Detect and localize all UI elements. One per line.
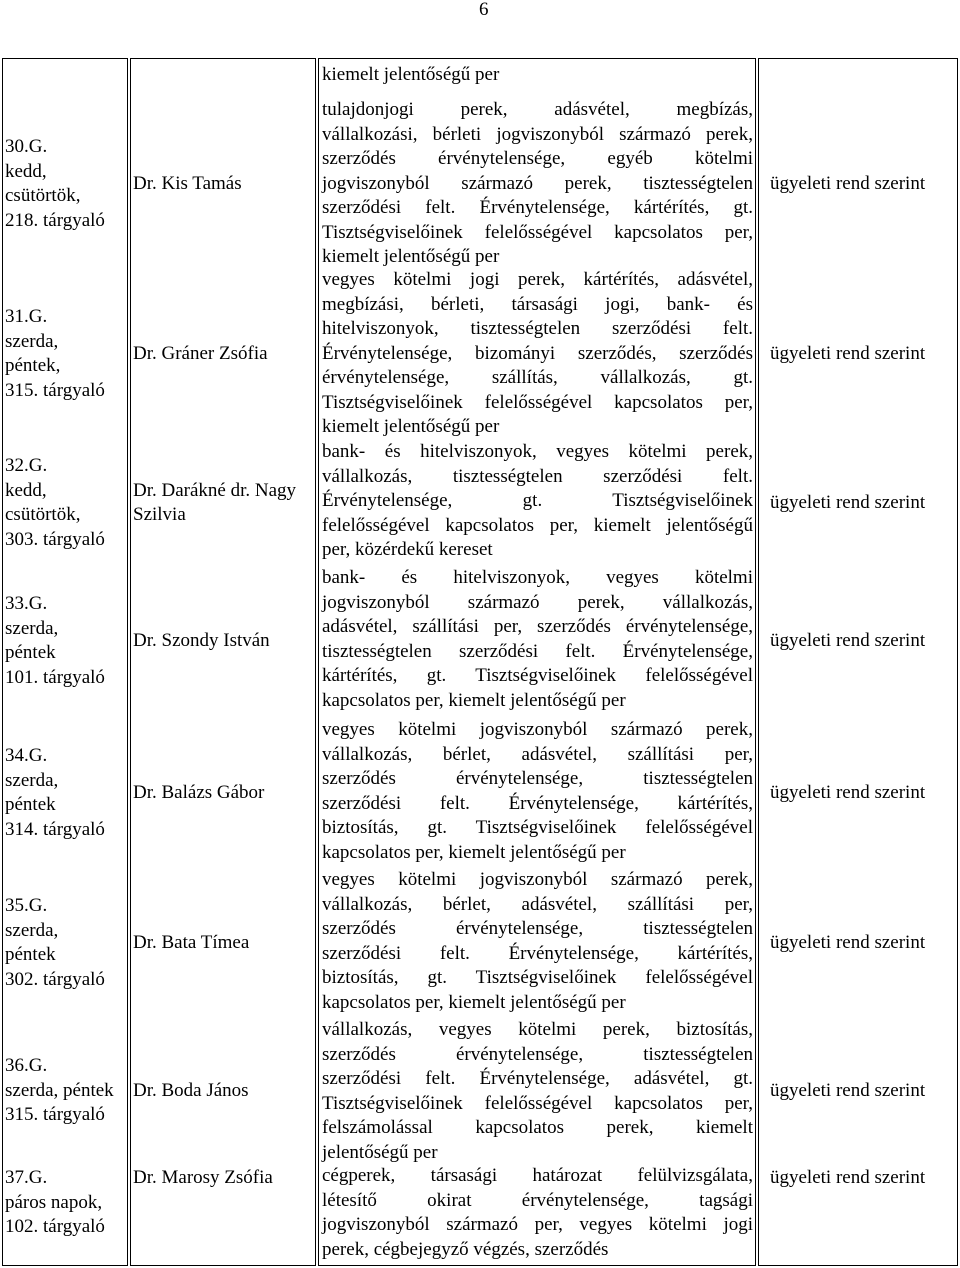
room-cell <box>5 440 125 566</box>
room-line: szerda, <box>5 769 59 791</box>
schedule-text: ügyeleti rend szerint <box>770 781 926 803</box>
case-type-line: Tisztségviselőinek felelősségével kapcsolatos per, <box>322 391 753 413</box>
schedule-cell <box>770 1166 950 1268</box>
case-types-cell <box>322 566 753 713</box>
room-line: 314. tárgyaló <box>5 818 105 840</box>
case-type-line: bank- és hitelviszonyok, vegyes kötelmi perek, <box>322 441 753 462</box>
case-type-line: felszámolással kapcsolatos perek, kiemelt <box>322 1117 753 1138</box>
schedule-text: ügyeleti rend szerint <box>770 1167 926 1188</box>
room-line: 31.G. <box>5 306 48 327</box>
room-line: péntek, <box>5 355 61 376</box>
page-number: 6 <box>479 0 489 20</box>
case-type-line: perek, cégbejegyző végzés, szerződés <box>322 1238 609 1260</box>
room-line: péntek <box>5 642 56 663</box>
schedule-text: ügyeleti rend szerint <box>770 629 926 651</box>
case-type-line: szerződés érvénytelensége, tisztességtelen <box>322 918 753 939</box>
case-type-line: kapcsolatos per, kiemelt jelentőségű per <box>322 841 626 863</box>
continuation-text: kiemelt jelentőségű per <box>322 64 500 85</box>
judge-name: Dr. Boda János <box>133 1079 249 1101</box>
judge-cell <box>133 440 319 566</box>
room-cell <box>5 1166 125 1268</box>
case-type-line: biztosítás, gt. Tisztségviselőinek felelősségével <box>322 817 753 838</box>
room-line: 303. tárgyaló <box>5 528 105 550</box>
case-type-line: érvénytelensége, szállítás, vállalkozás, gt. <box>322 367 753 388</box>
judge-name: Dr. Bata Tímea <box>133 931 250 953</box>
case-type-line: vállalkozási, bérleti jogviszonyból származó perek, <box>322 123 753 145</box>
case-type-line: tisztességtelen szerződési felt. Érvénytelensége, <box>322 640 753 662</box>
room-line: 315. tárgyaló <box>5 379 105 401</box>
case-type-line: vegyes kötelmi jogi perek, kártérítés, adásvétel, <box>322 269 753 290</box>
room-line: 36.G. <box>5 1055 48 1077</box>
schedule-cell <box>770 1018 950 1164</box>
judge-name: Dr. Kis Tamás <box>133 172 242 194</box>
schedule-text: ügyeleti rend szerint <box>770 491 926 513</box>
schedule-text: ügyeleti rend szerint <box>770 172 926 194</box>
case-types-cell <box>322 1018 753 1165</box>
room-line: 37.G. <box>5 1167 48 1188</box>
room-line: szerda, péntek <box>5 1079 114 1101</box>
schedule-cell <box>770 440 950 566</box>
case-type-line: Tisztségviselőinek felelősségével kapcsolatos per, <box>322 221 753 243</box>
case-type-line: szerződés érvénytelensége, tisztességtelen <box>322 768 753 789</box>
case-type-line: megbízási, bérleti, társasági jogi, bank- és <box>322 293 753 315</box>
judge-cell <box>133 268 319 440</box>
case-type-line: tulajdonjogi perek, adásvétel, megbízás, <box>322 99 753 120</box>
case-type-line: vállalkozás, vegyes kötelmi perek, biztosítás, <box>322 1019 753 1040</box>
room-line: péntek <box>5 944 56 965</box>
case-type-line: szerződési felt. Érvénytelensége, adásvétel, gt. <box>322 1068 753 1089</box>
room-cell <box>5 868 125 1018</box>
case-type-line: kiemelt jelentőségű per <box>322 246 500 267</box>
room-line: kedd, <box>5 160 47 182</box>
case-type-line: szerződési felt. Érvénytelensége, kártérítés, <box>322 942 753 964</box>
room-line: szerda, <box>5 330 59 352</box>
room-line: péntek <box>5 794 56 815</box>
case-type-line: Érvénytelensége, gt. Tisztségviselőinek <box>322 490 753 511</box>
case-type-line: vállalkozás, bérlet, adásvétel, szállítási per, <box>322 743 753 765</box>
case-type-line: vállalkozás, tisztességtelen szerződési felt. <box>322 465 753 487</box>
room-line: szerda, <box>5 617 59 639</box>
judge-cell <box>133 868 319 1018</box>
case-type-line: létesítő okirat érvénytelensége, tagsági <box>322 1189 753 1211</box>
room-cell <box>5 98 125 270</box>
case-type-line: cégperek, társasági határozat felülvizsgálata, <box>322 1165 753 1186</box>
schedule-text: ügyeleti rend szerint <box>770 931 926 953</box>
case-type-line: hitelviszonyok, tisztességtelen szerződési felt. <box>322 318 753 339</box>
judge-name: Dr. Szondy István <box>133 629 270 651</box>
room-line: csütörtök, <box>5 504 81 525</box>
schedule-text: ügyeleti rend szerint <box>770 342 926 364</box>
case-type-line: jogviszonyból származó per, vegyes kötelmi jogi <box>322 1214 753 1235</box>
case-type-line: vállalkozás, bérlet, adásvétel, szállítási per, <box>322 893 753 915</box>
case-type-line: adásvétel, szállítási per, szerződés érvénytelensége, <box>322 616 753 637</box>
case-type-line: kapcsolatos per, kiemelt jelentőségű per <box>322 991 626 1013</box>
judge-name: Dr. Darákné dr. Nagy Szilvia <box>133 479 297 525</box>
judge-name: Dr. Balázs Gábor <box>133 781 265 803</box>
case-type-line: kapcsolatos per, kiemelt jelentőségű per <box>322 689 626 711</box>
judge-name: Dr. Marosy Zsófia <box>133 1167 273 1188</box>
room-cell <box>5 1018 125 1164</box>
case-type-line: Tisztségviselőinek felelősségével kapcsolatos per, <box>322 1092 753 1114</box>
room-cell <box>5 718 125 868</box>
case-type-line: jogviszonyból származó perek, vállalkozás, <box>322 591 753 613</box>
room-line: szerda, <box>5 919 59 941</box>
case-type-line: kártérítés, gt. Tisztségviselőinek felelősségével <box>322 665 753 686</box>
judge-cell <box>133 566 319 716</box>
case-types-cell <box>322 718 753 865</box>
case-type-line: vegyes kötelmi jogviszonyból származó perek, <box>322 719 753 740</box>
room-line: 101. tárgyaló <box>5 666 105 688</box>
judge-cell <box>133 1166 319 1268</box>
room-line: 102. tárgyaló <box>5 1216 105 1237</box>
schedule-cell <box>770 268 950 440</box>
case-type-line: kiemelt jelentőségű per <box>322 416 500 437</box>
case-types-cell <box>322 440 753 563</box>
room-line: 30.G. <box>5 136 48 157</box>
schedule-cell <box>770 566 950 716</box>
case-type-line: jogviszonyból származó perek, tisztességtelen <box>322 172 753 194</box>
schedule-cell <box>770 718 950 868</box>
room-line: 32.G. <box>5 455 48 476</box>
judge-name: Dr. Gráner Zsófia <box>133 342 268 364</box>
room-line: 218. tárgyaló <box>5 209 105 231</box>
room-line: csütörtök, <box>5 185 81 206</box>
case-type-line: felelősségével kapcsolatos per, kiemelt jelentőségű <box>322 514 753 536</box>
room-line: 33.G. <box>5 593 48 614</box>
case-types-cell <box>322 868 753 1015</box>
case-types-cell <box>322 1164 753 1262</box>
schedule-cell <box>770 868 950 1018</box>
case-type-line: szerződés érvénytelensége, egyéb kötelmi <box>322 148 753 169</box>
room-line: páros napok, <box>5 1191 103 1213</box>
judge-cell <box>133 98 319 270</box>
room-line: 35.G. <box>5 895 48 916</box>
case-type-line: vegyes kötelmi jogviszonyból származó perek, <box>322 869 753 890</box>
judge-cell <box>133 718 319 868</box>
case-type-line: Érvénytelensége, bizományi szerződés, szerződés <box>322 342 753 364</box>
room-line: kedd, <box>5 479 47 501</box>
case-type-line: szerződési felt. Érvénytelensége, kártérítés, <box>322 792 753 814</box>
room-line: 315. tárgyaló <box>5 1104 105 1126</box>
case-type-line: jelentőségű per <box>322 1141 438 1163</box>
case-types-cell <box>322 268 753 440</box>
room-cell <box>5 566 125 716</box>
case-type-line: szerződési felt. Érvénytelensége, kártérítés, gt. <box>322 197 753 218</box>
schedule-text: ügyeleti rend szerint <box>770 1079 926 1101</box>
case-type-line: bank- és hitelviszonyok, vegyes kötelmi <box>322 567 753 588</box>
case-type-line: per, közérdekű kereset <box>322 539 493 560</box>
case-type-line: biztosítás, gt. Tisztségviselőinek felelősségével <box>322 967 753 988</box>
judge-cell <box>133 1018 319 1164</box>
room-line: 34.G. <box>5 745 48 766</box>
case-types-cell <box>322 98 753 270</box>
schedule-cell <box>770 98 950 270</box>
room-line: 302. tárgyaló <box>5 968 105 990</box>
case-type-line: szerződés érvénytelensége, tisztességtelen <box>322 1043 753 1065</box>
room-cell <box>5 268 125 440</box>
